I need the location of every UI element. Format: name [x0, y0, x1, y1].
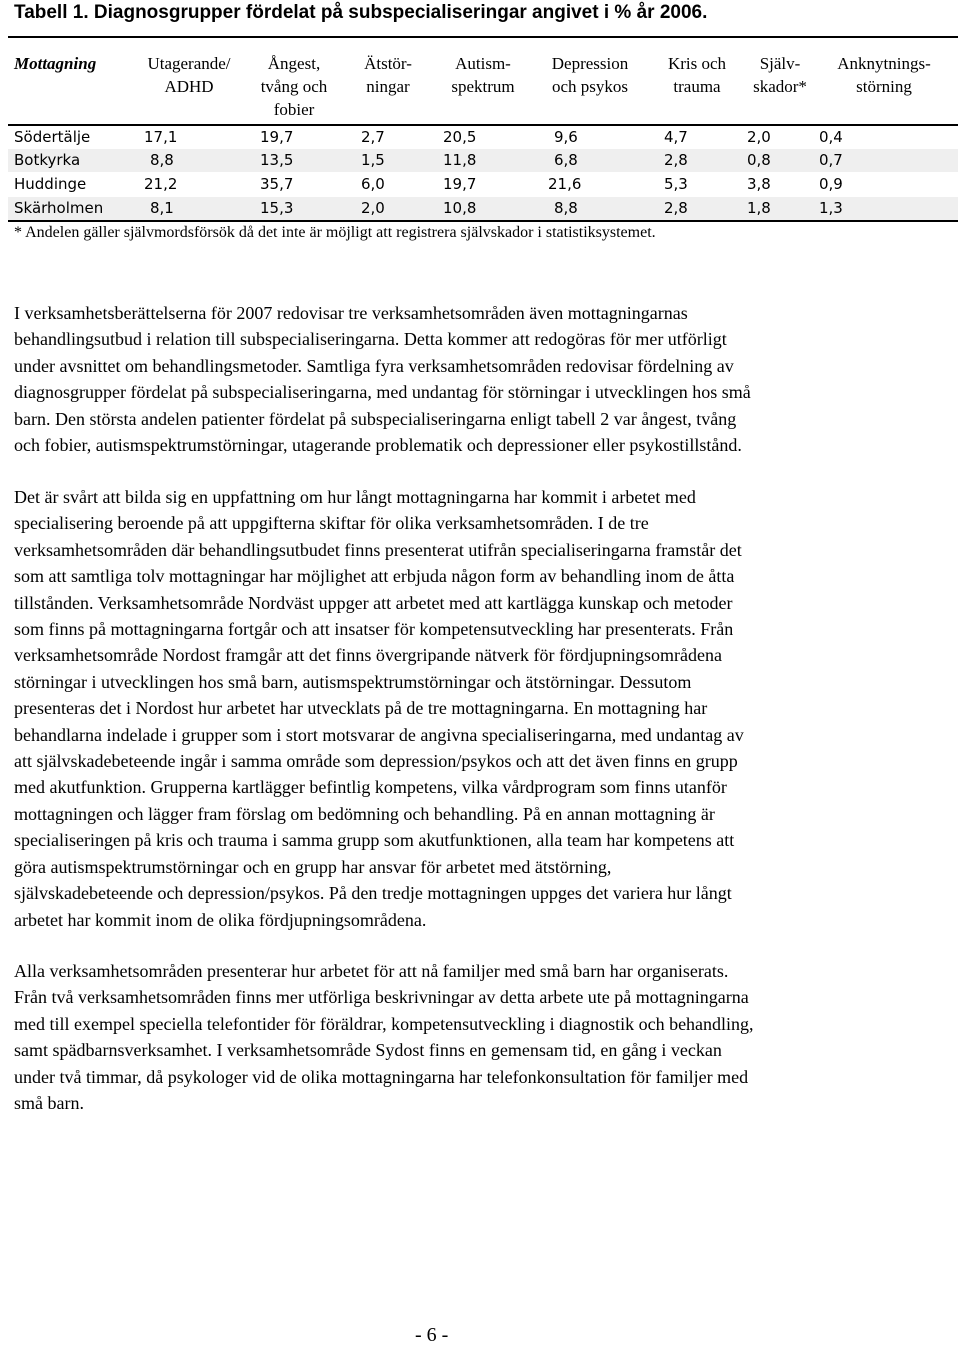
text-line: presenteras det i Nordost hur arbetet har utvecklats på de tre mottagningarna. En mottagning har [14, 698, 708, 719]
table-cell: 13,5 [260, 151, 294, 169]
table-cell: 1,8 [747, 199, 771, 217]
table-cell: 8,8 [554, 199, 578, 217]
table-cell: 2,0 [747, 128, 771, 146]
text-line: som finns på mottagningarna fortgår och att insatser för kompetensutveckling har presenterats. Från [14, 619, 734, 640]
table-row-botkyrka [8, 149, 958, 172]
text-line: I verksamhetsberättelserna för 2007 redovisar tre verksamhetsområden även mottagningarnas [14, 303, 688, 323]
text-line: verksamhetsområde Nordost framgår att det finns övergripande nätverk för fördjupningsområdena [14, 645, 722, 666]
row-label: Huddinge [14, 175, 87, 193]
table-cell: 11,8 [443, 151, 477, 169]
text-line: som att samtliga tolv mottagningar har möjlighet att erbjuda någon form av behandling inom de åtta [14, 566, 735, 587]
header-atstorningar: Ätstör- ningar [364, 54, 412, 96]
table-footnote: * Andelen gäller självmordsförsök då det inte är möjligt att registrera självskador i statistiksystemet. [14, 224, 656, 241]
header-utagerande-adhd: Utagerande/ ADHD [147, 54, 231, 96]
table-cell: 6,8 [554, 151, 578, 169]
header-mottagning: Mottagning [14, 54, 97, 73]
text-line: tillstånden. Verksamhetsområde Nordväst uppger att arbetet med att kartlägga kunskap och metoder [14, 592, 733, 613]
text-line: diagnosgrupper fördelat på subspecialiseringarna, med undantag för störningar i utvecklingen hos små [14, 382, 751, 403]
table-row-skarholmen [8, 197, 958, 220]
table-cell: 2,8 [664, 199, 688, 217]
header-autism: Autism- spektrum [451, 54, 515, 96]
text-line: barn. Den största andelen patienter fördelat på subspecialiseringarna enligt tabell 2 var ångest, tvång [14, 408, 737, 429]
table-cell: 20,5 [443, 128, 477, 146]
table-cell: 3,8 [747, 175, 771, 193]
text-line: under två timmar, då psykologer vid de olika mottagningarna har telefonkonsultation för familjer med [14, 1066, 749, 1087]
text-line: arbetet har kommit inom de olika fördjupningsområdena. [14, 909, 427, 930]
text-line: specialisering beroende på att uppgifterna skiftar för olika verksamhetsområden. I de tre [14, 513, 649, 534]
table-cell: 21,2 [144, 175, 178, 193]
table-bottom-rule [8, 220, 958, 222]
text-line: störningar i utvecklingen hos små barn, autismspektrumstörningar och ätstörningar. Dessutom [14, 671, 692, 692]
table-top-rule [8, 36, 958, 38]
header-anknytning: Anknytnings- störning [837, 54, 931, 96]
header-sjalvskador: Själv- skador* [753, 54, 807, 96]
table-cell: 4,7 [664, 128, 688, 146]
table-cell: 19,7 [260, 128, 294, 146]
header-angest: Ångest, tvång och fobier [260, 54, 328, 119]
table-cell: 35,7 [260, 175, 294, 193]
text-line: specialiseringen på kris och trauma i samma grupp som akutfunktionen, alla team har kompetens att [14, 830, 735, 851]
table-cell: 1,5 [361, 151, 385, 169]
header-depression: Depression och psykos [551, 54, 629, 96]
table-cell: 5,3 [664, 175, 688, 193]
table-cell: 15,3 [260, 199, 294, 217]
table-title: Tabell 1. Diagnosgrupper fördelat på subspecialiseringar angivet i % år 2006. [14, 2, 708, 23]
text-line: och fobier, autismspektrumstörningar, utagerande problematik och depressioner eller psykostillstånd. [14, 435, 742, 456]
text-line: samt spädbarnsverksamhet. I verksamhetsområde Sydost finns en gemensam tid, en gång i veckan [14, 1040, 722, 1061]
table-row-huddinge [8, 173, 958, 196]
text-line: Från två verksamhetsområden finns mer utförliga beskrivningar av detta arbete ute på mottagningarna [14, 987, 749, 1008]
table-cell: 21,6 [548, 175, 582, 193]
text-line: behandlarna indelade i grupper som i stort motsvarar de angivna specialiseringarna, med undantag av [14, 724, 744, 745]
table-cell: 0,9 [819, 175, 843, 193]
row-label: Botkyrka [14, 151, 81, 169]
table-cell: 6,0 [361, 175, 385, 193]
text-line: Alla verksamhetsområden presenterar hur arbetet för att nå familjer med små barn har organiserats. [14, 961, 729, 981]
table-cell: 2,8 [664, 151, 688, 169]
paragraph-2 [14, 484, 894, 933]
text-line: verksamhetsområden där behandlingsutbudet finns presenterat utifrån specialiseringarna framstår det [14, 539, 742, 560]
text-line: mottagningen och lägger fram förslag om bedömning och behandling. På en annan mottagning är [14, 803, 715, 824]
table-cell: 0,8 [747, 151, 771, 169]
row-label: Södertälje [14, 128, 91, 146]
text-line: självskadebeteende och depression/psykos. På den tredje mottagningen uppges det variera hur långt [14, 883, 732, 904]
page-number: - 6 - [415, 1324, 449, 1346]
text-line: behandlingsutbud i relation till subspecialiseringarna. Detta kommer att redogöras för mer utförligt [14, 329, 727, 350]
table-cell: 19,7 [443, 175, 477, 193]
text-line: att självskadebeteende ingår i samma område som depression/psykos och att det även finns en grupp [14, 751, 738, 772]
text-line: med till exempel speciella telefontider för föräldrar, kompetensutveckling i diagnostik och behandling, [14, 1013, 754, 1034]
table-cell: 8,1 [150, 199, 174, 217]
table-cell: 17,1 [144, 128, 178, 146]
paragraph-3 [14, 958, 894, 1116]
table-cell: 1,3 [819, 199, 843, 217]
table-cell: 0,7 [819, 151, 843, 169]
row-label: Skärholmen [14, 199, 104, 217]
header-kris-trauma: Kris och trauma [667, 54, 727, 96]
table-cell: 8,8 [150, 151, 174, 169]
table-cell: 2,0 [361, 199, 385, 217]
diagnosis-table [0, 36, 960, 224]
table-cell: 0,4 [819, 128, 843, 146]
text-line: med akutfunktion. Grupperna kartlägger befintlig kompetens, vilka vårdprogram som finns utanför [14, 777, 727, 798]
text-line: under avsnittet om behandlingsmetoder. Samtliga fyra verksamhetsområden redovisar fördelning av [14, 355, 734, 376]
table-cell: 9,6 [554, 128, 578, 146]
text-line: små barn. [14, 1093, 84, 1114]
text-line: göra autismspektrumstörningar och en grupp har ansvar för arbetet med ätstörning, [14, 856, 612, 877]
paragraph-1 [14, 300, 894, 458]
table-cell: 10,8 [443, 199, 477, 217]
text-line: Det är svårt att bilda sig en uppfattning om hur långt mottagningarna har kommit i arbetet med [14, 487, 696, 507]
table-cell: 2,7 [361, 128, 385, 146]
table-row-sodertalje [8, 126, 958, 149]
